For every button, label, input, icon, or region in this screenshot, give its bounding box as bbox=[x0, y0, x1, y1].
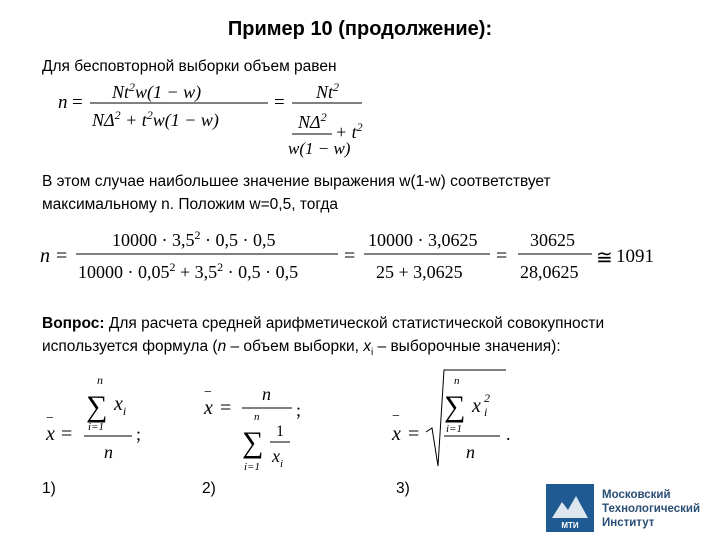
option-3-label[interactable]: 3) bbox=[396, 480, 410, 497]
option-1-formula bbox=[40, 370, 160, 470]
formula1-num1: $Nt^2w(1 - w)$ bbox=[112, 80, 202, 102]
option-3-formula bbox=[388, 366, 518, 472]
option-1-label[interactable]: 1) bbox=[42, 480, 56, 497]
formula-computation bbox=[38, 224, 668, 294]
option2-one: 1 bbox=[276, 423, 284, 440]
formula1-den2-num: $N\Delta^2$ bbox=[298, 110, 327, 132]
option1-eq: = bbox=[61, 423, 73, 445]
question-line-2 bbox=[42, 335, 561, 364]
formula1-num2: Nt$^2$ bbox=[316, 80, 340, 102]
question-var-i: i bbox=[370, 347, 374, 359]
option3-x: x bbox=[392, 423, 401, 445]
option2-sum-bottom: i=1 bbox=[244, 461, 260, 473]
option3-end: . bbox=[506, 424, 511, 444]
option3-sum-top: n bbox=[454, 375, 460, 387]
option-2-formula bbox=[200, 376, 320, 476]
option1-end: ; bbox=[136, 424, 142, 444]
option1-xi: $x_i$ bbox=[114, 393, 127, 418]
question-text-2c: – объем выборки, bbox=[226, 338, 364, 355]
option2-x: x bbox=[204, 397, 213, 419]
formula2-eq2: = bbox=[344, 245, 356, 267]
option3-sum-bottom: i=1 bbox=[446, 423, 462, 435]
formula2-approx: ≅ bbox=[596, 247, 613, 269]
option3-eq: = bbox=[408, 423, 420, 445]
option-2-label[interactable]: 2) bbox=[202, 480, 216, 497]
formula1-eq2: = bbox=[274, 92, 285, 113]
formula2-eq1: = bbox=[56, 245, 68, 267]
question-var-n: n bbox=[217, 338, 227, 355]
institute-logo bbox=[546, 484, 716, 532]
paragraph-line-1: В этом случае наибольшее значение выражения w(1-w) соответствует bbox=[42, 173, 551, 190]
question-text-1: Для расчета средней арифметической статистической совокупности bbox=[104, 315, 605, 332]
option2-num: n bbox=[262, 384, 271, 404]
formula2-n: n bbox=[40, 245, 50, 267]
option2-eq: = bbox=[220, 397, 232, 419]
option2-sum-top: n bbox=[254, 411, 260, 423]
option1-bar: − bbox=[46, 411, 54, 426]
formula1-n: n bbox=[58, 92, 68, 113]
option1-sum: ∑ bbox=[86, 390, 108, 423]
intro-text: Для бесповторной выборки объем равен bbox=[42, 58, 337, 75]
formula1-den1: $N\Delta^2 + t^2w(1 - w)$ bbox=[92, 108, 219, 130]
formula2-num2: 10000 · 3,0625 bbox=[368, 230, 478, 250]
question-label: Вопрос: bbox=[42, 315, 105, 332]
logo-mark bbox=[546, 484, 594, 532]
formula2-den1: $10000 \cdot 0,05^2 + 3,5^2 \cdot 0,5 \cdot 0,5$ bbox=[78, 260, 299, 282]
question-var-x: x bbox=[363, 338, 371, 355]
option3-sum: ∑ bbox=[444, 390, 466, 423]
option1-sum-top: n bbox=[97, 373, 103, 387]
slide-title: Пример 10 (продолжение): bbox=[227, 18, 493, 40]
option2-end: ; bbox=[296, 400, 302, 420]
option3-den: n bbox=[466, 442, 475, 462]
formula1-den2-den: w(1 − w) bbox=[288, 139, 351, 158]
formula2-eq3: = bbox=[496, 245, 508, 267]
question-text-2a: используется формула ( bbox=[42, 338, 218, 355]
formula2-result: 1091 bbox=[616, 246, 654, 267]
formula2-den2: 25 + 3,0625 bbox=[376, 262, 463, 282]
option3-bar: − bbox=[392, 409, 400, 424]
logo-text: Московский Технологический Институт bbox=[602, 489, 701, 529]
option1-sum-bottom: i=1 bbox=[88, 421, 104, 433]
question-text-2f: – выборочные значения): bbox=[373, 338, 561, 355]
option2-bar: − bbox=[204, 385, 212, 400]
option3-xi: x 2 i bbox=[472, 391, 490, 419]
option2-sum: ∑ bbox=[242, 426, 264, 459]
formula2-num3: 30625 bbox=[530, 230, 575, 250]
option1-x: x bbox=[46, 423, 55, 445]
option2-xi: $x_i$ bbox=[272, 446, 284, 470]
formula2-num1: $10000 \cdot 3,5^2 \cdot 0,5 \cdot 0,5$ bbox=[112, 228, 276, 250]
option1-den: n bbox=[104, 442, 113, 462]
formula2-den3: 28,0625 bbox=[520, 262, 579, 282]
formula-sample-size bbox=[42, 76, 372, 168]
logo-mark-text: МТИ bbox=[561, 521, 579, 530]
formula1-eq: = bbox=[72, 92, 83, 113]
paragraph-line-2: максимальному n. Положим w=0,5, тогда bbox=[42, 196, 338, 213]
question-line-1 bbox=[42, 312, 604, 335]
formula1-plus: + $t^2$ bbox=[335, 120, 363, 142]
